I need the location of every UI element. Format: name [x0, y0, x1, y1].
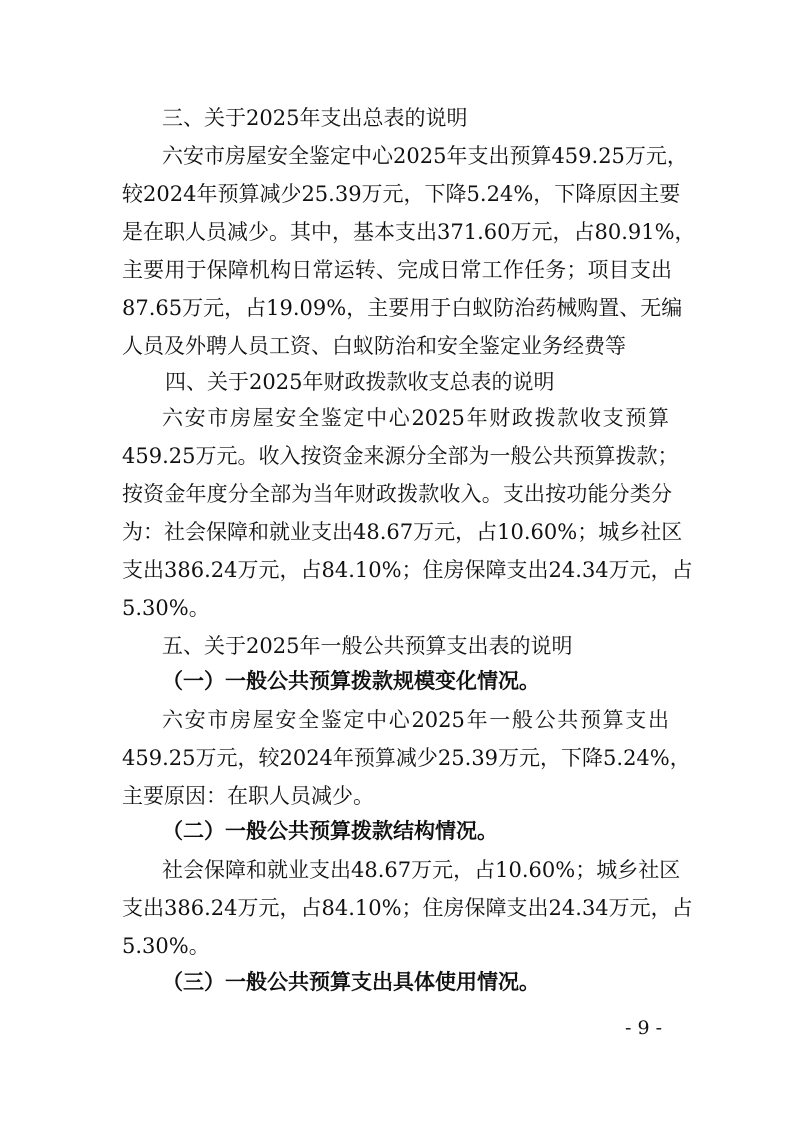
paragraph-line: 主要原因：在职人员减少。	[122, 784, 374, 808]
paragraph-line: 5.30%。	[122, 934, 210, 958]
paragraph-line: 支出386.24万元，占84.10%；住房保障支出24.34万元，占	[122, 558, 693, 582]
paragraph-line: 为：社会保障和就业支出48.67万元，占10.60%；城乡社区	[122, 520, 683, 544]
paragraph-line: 人员及外聘人员工资、白蚁防治和安全鉴定业务经费等	[122, 334, 626, 358]
paragraph-line: 459.25万元。收入按资金来源分全部为一般公共预算拨款；	[122, 444, 679, 468]
subsection-heading: （三）一般公共预算支出具体使用情况。	[162, 969, 540, 994]
section-heading: 四、关于2025年财政拨款收支总表的说明	[165, 370, 555, 394]
section-heading: 五、关于2025年一般公共预算支出表的说明	[162, 634, 573, 658]
paragraph-line: 是在职人员减少。其中，基本支出371.60万元，占80.91%，	[122, 220, 696, 244]
paragraph-line: 六安市房屋安全鉴定中心2025年财政拨款收支预算	[162, 406, 669, 430]
paragraph-line: 较2024年预算减少25.39万元，下降5.24%，下降原因主要	[122, 182, 681, 206]
subsection-heading: （一）一般公共预算拨款规模变化情况。	[162, 668, 540, 693]
section-heading: 三、关于2025年支出总表的说明	[162, 106, 468, 130]
paragraph-line: 主要用于保障机构日常运转、完成日常工作任务；项目支出	[122, 258, 672, 282]
paragraph-line: 459.25万元，较2024年预算减少25.39万元，下降5.24%，	[122, 746, 691, 770]
paragraph-line: 按资金年度分全部为当年财政拨款收入。支出按功能分类分	[122, 482, 672, 506]
paragraph-line: 支出386.24万元，占84.10%；住房保障支出24.34万元，占	[122, 896, 693, 920]
paragraph-line: 5.30%。	[122, 596, 210, 620]
paragraph-line: 六安市房屋安全鉴定中心2025年支出预算459.25万元，	[162, 144, 688, 168]
paragraph-line: 社会保障和就业支出48.67万元，占10.60%；城乡社区	[162, 858, 681, 882]
subsection-heading: （二）一般公共预算拨款结构情况。	[162, 818, 498, 843]
paragraph-line: 87.65万元，占19.09%，主要用于白蚁防治药械购置、无编	[122, 296, 683, 320]
page-number: - 9 -	[625, 1017, 663, 1039]
paragraph-line: 六安市房屋安全鉴定中心2025年一般公共预算支出	[162, 708, 669, 732]
